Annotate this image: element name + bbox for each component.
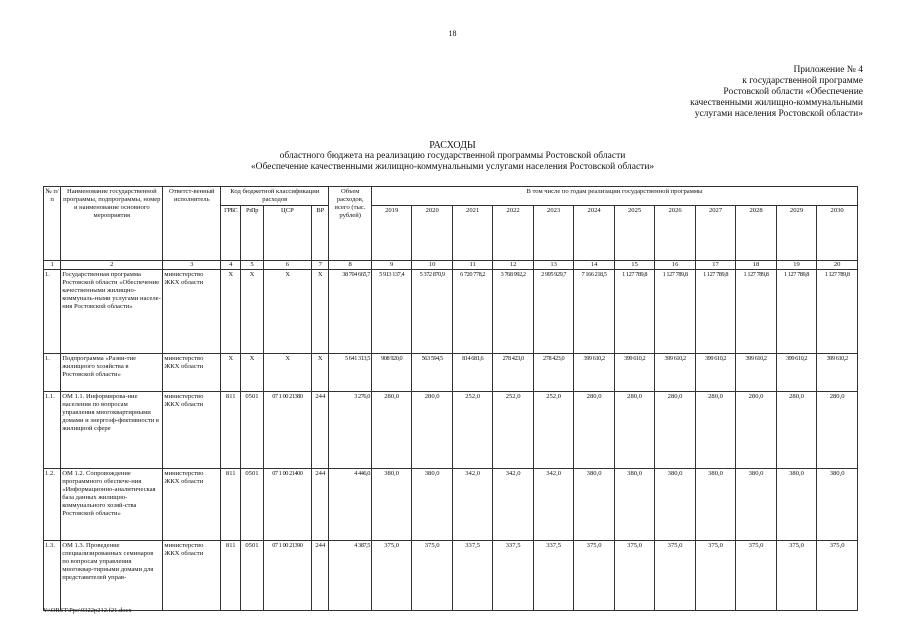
row-name: ОМ 1.2. Сопровождение программного обеспече-ния «Информационно-аналитическая база данных жилищно-коммунального хозяй-ства Ростовской области» [61, 469, 163, 541]
column-number: 13 [533, 261, 573, 270]
row-total: 5 641 313,5 [329, 354, 372, 392]
header-grbs: ГРБС [221, 206, 241, 261]
row-csr: 07 1 00 21380 [263, 392, 312, 469]
row-year-value: 7 166 218,5 [574, 270, 614, 354]
row-year-value: 1 127 789,8 [817, 270, 858, 354]
row-year-value: 375,0 [574, 541, 614, 611]
row-year-value: 399 610,2 [817, 354, 858, 392]
row-num: 1.3. [44, 541, 61, 611]
row-year-value: 2 995 929,7 [533, 270, 573, 354]
row-rzpr: Х [241, 354, 263, 392]
header-year: 2019 [371, 206, 411, 261]
row-year-value: 280,0 [776, 392, 816, 469]
row-num: 1.1. [44, 392, 61, 469]
row-year-value: 375,0 [695, 541, 735, 611]
column-number: 19 [776, 261, 816, 270]
row-year-value: 252,0 [493, 392, 533, 469]
row-executor: министерство ЖКХ области [163, 469, 221, 541]
row-year-value: 1 127 789,8 [655, 270, 695, 354]
row-name: Подпрограмма «Разви-тие жилищного хозяйства в Ростовской области» [61, 354, 163, 392]
row-total: 4 387,5 [329, 541, 372, 611]
row-year-value: 380,0 [776, 469, 816, 541]
header-budget-code: Код бюджетной классификации расходов [221, 187, 329, 206]
row-year-value: 1 127 789,8 [776, 270, 816, 354]
column-number: 4 [221, 261, 241, 270]
header-num: № п/п [44, 187, 61, 261]
header-vr: ВР [312, 206, 329, 261]
column-number: 11 [452, 261, 492, 270]
row-year-value: 380,0 [371, 469, 411, 541]
row-year-value: 337,5 [452, 541, 492, 611]
row-year-value: 280,0 [614, 392, 654, 469]
column-number: 18 [736, 261, 776, 270]
column-number: 17 [695, 261, 735, 270]
column-number: 16 [655, 261, 695, 270]
row-vr: 244 [312, 469, 329, 541]
row-year-value: 280,0 [371, 392, 411, 469]
row-year-value: 380,0 [655, 469, 695, 541]
header-volume: Объем расходов, всего (тыс. рублей) [329, 187, 372, 261]
column-number: 1 [44, 261, 61, 270]
header-rzpr: РзПр [241, 206, 263, 261]
row-executor: министерство ЖКХ области [163, 270, 221, 354]
row-year-value: 342,0 [493, 469, 533, 541]
header-name: Наименование государственной программы, подпрограммы, номер и наименование основного мероприятия [61, 187, 163, 261]
row-rzpr: 0501 [241, 469, 263, 541]
row-year-value: 342,0 [452, 469, 492, 541]
row-num: 1.2. [44, 469, 61, 541]
row-grbs: Х [221, 270, 241, 354]
row-year-value: 1 127 789,8 [736, 270, 776, 354]
row-year-value: 337,5 [493, 541, 533, 611]
appendix-line: услугами населения Ростовской области» [694, 109, 863, 119]
row-year-value: 399 610,2 [614, 354, 654, 392]
row-year-value: 380,0 [574, 469, 614, 541]
column-number: 6 [263, 261, 312, 270]
row-grbs: Х [221, 354, 241, 392]
header-year: 2023 [533, 206, 573, 261]
column-number: 10 [412, 261, 452, 270]
expenses-table [43, 186, 858, 611]
row-year-value: 375,0 [655, 541, 695, 611]
row-year-value: 252,0 [533, 392, 573, 469]
title-line-1: РАСХОДЫ [429, 140, 476, 151]
row-year-value: 280,0 [817, 392, 858, 469]
table-row [44, 469, 858, 541]
row-year-value: 280,0 [695, 392, 735, 469]
row-num: 1. [44, 354, 61, 392]
table-row [44, 354, 858, 392]
row-year-value: 399 610,2 [574, 354, 614, 392]
row-year-value: 563 594,5 [412, 354, 452, 392]
row-year-value: 375,0 [817, 541, 858, 611]
row-year-value: 6 720 778,2 [452, 270, 492, 354]
row-year-value: 375,0 [614, 541, 654, 611]
row-csr: Х [263, 270, 312, 354]
column-number: 12 [493, 261, 533, 270]
header-year: 2021 [452, 206, 492, 261]
row-year-value: 342,0 [533, 469, 573, 541]
row-year-value: 252,0 [452, 392, 492, 469]
row-year-value: 5 913 137,4 [371, 270, 411, 354]
row-year-value: 908 920,0 [371, 354, 411, 392]
row-year-value: 3 768 992,2 [493, 270, 533, 354]
row-csr: 07 1 00 21390 [263, 541, 312, 611]
column-number: 7 [312, 261, 329, 270]
row-executor: министерство ЖКХ области [163, 392, 221, 469]
header-executor: Ответст-венный исполнитель [163, 187, 221, 261]
row-year-value: 380,0 [817, 469, 858, 541]
row-csr: Х [263, 354, 312, 392]
row-rzpr: Х [241, 270, 263, 354]
row-executor: министерство ЖКХ области [163, 541, 221, 611]
header-year: 2022 [493, 206, 533, 261]
page-number: 18 [448, 29, 457, 38]
header-year: 2029 [776, 206, 816, 261]
row-year-value: 375,0 [736, 541, 776, 611]
column-number: 14 [574, 261, 614, 270]
row-year-value: 337,5 [533, 541, 573, 611]
title-line-2: областного бюджета на реализацию государственной программы Ростовской области [279, 151, 626, 161]
header-csr: ЦСР [263, 206, 312, 261]
column-number: 20 [817, 261, 858, 270]
row-rzpr: 0501 [241, 392, 263, 469]
row-year-value: 380,0 [412, 469, 452, 541]
row-year-value: 375,0 [776, 541, 816, 611]
header-by-years: В том числе по годам реализации государственной программы [371, 187, 857, 206]
row-vr: 244 [312, 541, 329, 611]
row-total: 38 704 665,7 [329, 270, 372, 354]
header-year: 2026 [655, 206, 695, 261]
row-grbs: 811 [221, 541, 241, 611]
row-year-value: 814 681,6 [452, 354, 492, 392]
header-year: 2027 [695, 206, 735, 261]
row-year-value: 380,0 [614, 469, 654, 541]
row-year-value: 375,0 [412, 541, 452, 611]
header-year: 2030 [817, 206, 858, 261]
row-name: ОМ 1.3. Проведение специализированных семинаров по вопросам управления многоквар-тирными домами для представителей управ- [61, 541, 163, 611]
row-year-value: 380,0 [736, 469, 776, 541]
row-grbs: 811 [221, 469, 241, 541]
row-year-value: 280,0 [655, 392, 695, 469]
column-number-row [44, 261, 858, 270]
column-number: 5 [241, 261, 263, 270]
row-year-value: 399 610,2 [655, 354, 695, 392]
row-total: 3 276,0 [329, 392, 372, 469]
column-number: 2 [61, 261, 163, 270]
row-year-value: 280,0 [574, 392, 614, 469]
row-grbs: 811 [221, 392, 241, 469]
header-year: 2028 [736, 206, 776, 261]
row-rzpr: 0501 [241, 541, 263, 611]
column-number: 3 [163, 261, 221, 270]
column-number: 9 [371, 261, 411, 270]
row-executor: министерство ЖКХ области [163, 354, 221, 392]
table-row [44, 541, 858, 611]
row-year-value: 278 423,0 [493, 354, 533, 392]
row-year-value: 380,0 [695, 469, 735, 541]
row-total: 4 446,0 [329, 469, 372, 541]
appendix-line: Ростовской области «Обеспечение [723, 87, 863, 97]
file-path-footer: Y:\ORST\Ppo\0322p212.f21.docx [43, 607, 132, 614]
header-year: 2025 [614, 206, 654, 261]
row-year-value: 399 610,2 [695, 354, 735, 392]
title-line-3: «Обеспечение качественными жилищно-коммунальными услугами населения Ростовской области» [250, 162, 655, 172]
column-number: 8 [329, 261, 372, 270]
table-row [44, 270, 858, 354]
row-vr: Х [312, 354, 329, 392]
appendix-line: Приложение № 4 [793, 65, 863, 75]
row-year-value: 399 610,2 [736, 354, 776, 392]
appendix-line: к государственной программе [742, 76, 863, 86]
row-vr: Х [312, 270, 329, 354]
row-year-value: 278 423,0 [533, 354, 573, 392]
table-row [44, 392, 858, 469]
row-num: 1. [44, 270, 61, 354]
column-number: 15 [614, 261, 654, 270]
row-year-value: 280,0 [736, 392, 776, 469]
row-year-value: 375,0 [371, 541, 411, 611]
header-year: 2020 [412, 206, 452, 261]
row-name: ОМ 1.1. Информирова-ние населения по вопросам управления многоквартирными домами и энергоэф-фективности в жилищной сфере [61, 392, 163, 469]
row-year-value: 1 127 789,8 [695, 270, 735, 354]
document-title [0, 140, 905, 173]
row-vr: 244 [312, 392, 329, 469]
appendix-block [633, 65, 863, 120]
row-year-value: 399 610,2 [776, 354, 816, 392]
row-name: Государственная программа Ростовской области «Обеспечение качественными жилищно-коммуналь-ными услугами населе-ния Ростовской области» [61, 270, 163, 354]
row-year-value: 1 127 789,8 [614, 270, 654, 354]
row-csr: 07 1 00 21400 [263, 469, 312, 541]
header-year: 2024 [574, 206, 614, 261]
row-year-value: 280,0 [412, 392, 452, 469]
appendix-line: качественными жилищно-коммунальными [690, 98, 863, 108]
header-row [44, 187, 858, 206]
row-year-value: 5 372 870,9 [412, 270, 452, 354]
